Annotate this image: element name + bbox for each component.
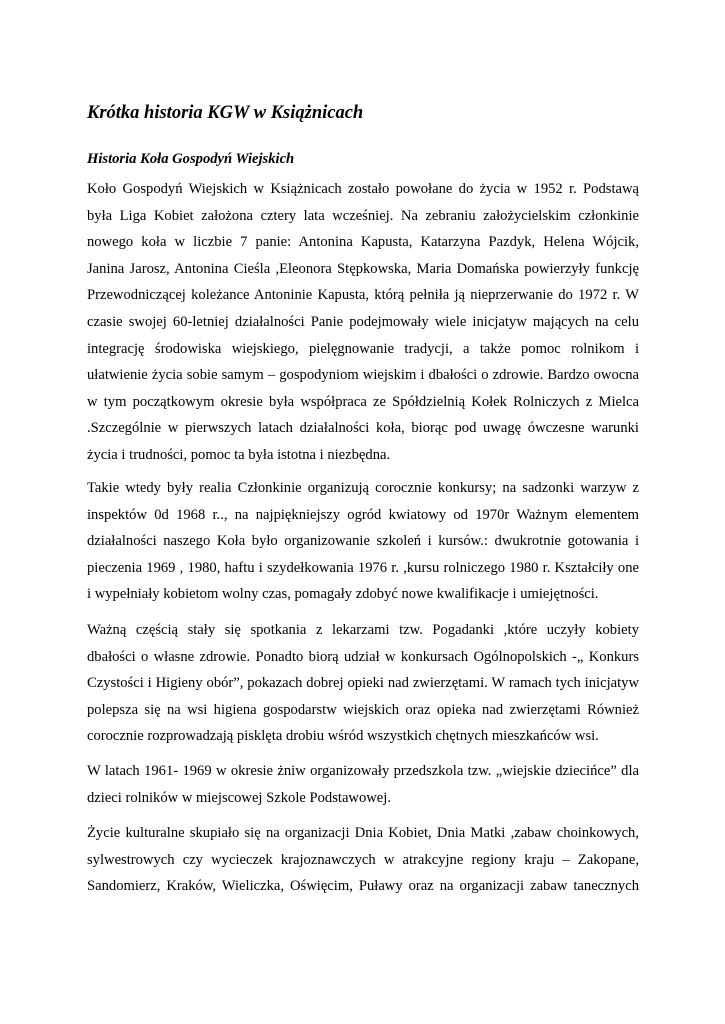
text-line: W latach 1961- 1969 w okresie żniw organizowały przedszkola tzw. „wiejskie dziecińce” dla: [87, 763, 639, 779]
text-line: Sandomierz, Kraków, Wieliczka, Oświęcim, Puławy oraz na organizacji zabaw tanecznych: [87, 878, 639, 895]
text-line: polepsza się na wsi higiena gospodarstw wiejskich oraz opieka nad zwierzętami Również: [87, 701, 639, 718]
paragraph-founding: [87, 176, 639, 469]
text-line: w tym początkowym okresie była współpraca ze Spółdzielnią Kołek Rolniczych z Mielca: [87, 393, 639, 410]
text-line: Czystości i Higieny obór”, pokazach dobrej opieki nad zwierzętami. W ramach tych inicjatyw: [87, 675, 639, 692]
paragraph-preschools: [87, 758, 639, 811]
page-title: Krótka historia KGW w Książnicach: [87, 103, 364, 123]
paragraph-cultural-life: [87, 820, 639, 900]
text-line: dzieci rolników w miejscowej Szkole Podstawowej.: [87, 789, 391, 806]
text-line: Ważną częścią stały się spotkania z lekarzami tzw. Pogadanki ,które uczyły kobiety: [87, 622, 639, 638]
text-line: Przewodniczącej koleżance Antoninie Kapusta, którą pełniła ją nieprzerwanie do 1972 r. W: [87, 287, 639, 304]
paragraph-health-meetings: [87, 617, 639, 750]
text-line: czasie swojej 60-letniej działalności Panie podejmowały wiele inicjatyw mających na celu: [87, 313, 639, 330]
text-line: corocznie rozprowadzają pisklęta drobiu wśród wszystkich chętnych mieszkańców wsi.: [87, 728, 599, 745]
text-line: integrację środowiska wiejskiego, pielęgnowanie tradycji, a także pomoc rolnikom i: [87, 340, 639, 357]
text-line: Janina Jarosz, Antonina Cieśla ,Eleonora Stępkowska, Maria Domańska powierzyły funkcję: [87, 260, 639, 277]
paragraph-contests-courses: [87, 475, 639, 608]
text-line: dbałości o własne zdrowie. Ponadto biorą udział w konkursach Ogólnopolskich -„ Konkurs: [87, 648, 639, 665]
text-line: sylwestrowych czy wycieczek krajoznawczych w atrakcyjne regiony kraju – Zakopane,: [87, 851, 639, 868]
text-line: Życie kulturalne skupiało się na organizacji Dnia Kobiet, Dnia Matki ,zabaw choinkowych,: [87, 825, 639, 841]
text-line: życia i trudności, pomoc ta była istotna i niezbędna.: [87, 446, 391, 463]
text-line: pieczenia 1969 , 1980, haftu i szydełkowania 1976 r. ,kursu rolniczego 1980 r. Kształciły one: [87, 559, 639, 576]
text-line: Koło Gospodyń Wiejskich w Książnicach zostało powołane do życia w 1952 r. Podstawą: [87, 181, 639, 197]
text-line: działalności naszego Koła było organizowanie szkoleń i kursów.: dwukrotnie gotowania i: [87, 533, 639, 550]
text-line: była Liga Kobiet założona cztery lata wcześniej. Na zebraniu założycielskim członkinie: [87, 207, 639, 224]
section-subtitle: Historia Koła Gospodyń Wiejskich: [87, 151, 295, 167]
text-line: ułatwienie życia sobie samym – gospodyniom wiejskim i dbałości o zdrowie. Bardzo owocna: [87, 367, 639, 384]
text-line: i wypełniały kobietom wolny czas, pomagały zdobyć nowe kwalifikacje i umiejętności.: [87, 586, 599, 603]
text-line: Takie wtedy były realia Członkinie organizują corocznie konkursy; na sadzonki warzyw z: [87, 480, 639, 496]
text-line: nowego koła w liczbie 7 panie: Antonina Kapusta, Katarzyna Pazdyk, Helena Wójcik,: [87, 234, 639, 251]
text-line: .Szczególnie w pierwszych latach działalności koła, biorąc pod uwagę ówczesne warunki: [87, 420, 639, 437]
text-line: inspektów 0d 1968 r.., na najpiękniejszy ogród kwiatowy od 1970r Ważnym elementem: [87, 506, 639, 523]
